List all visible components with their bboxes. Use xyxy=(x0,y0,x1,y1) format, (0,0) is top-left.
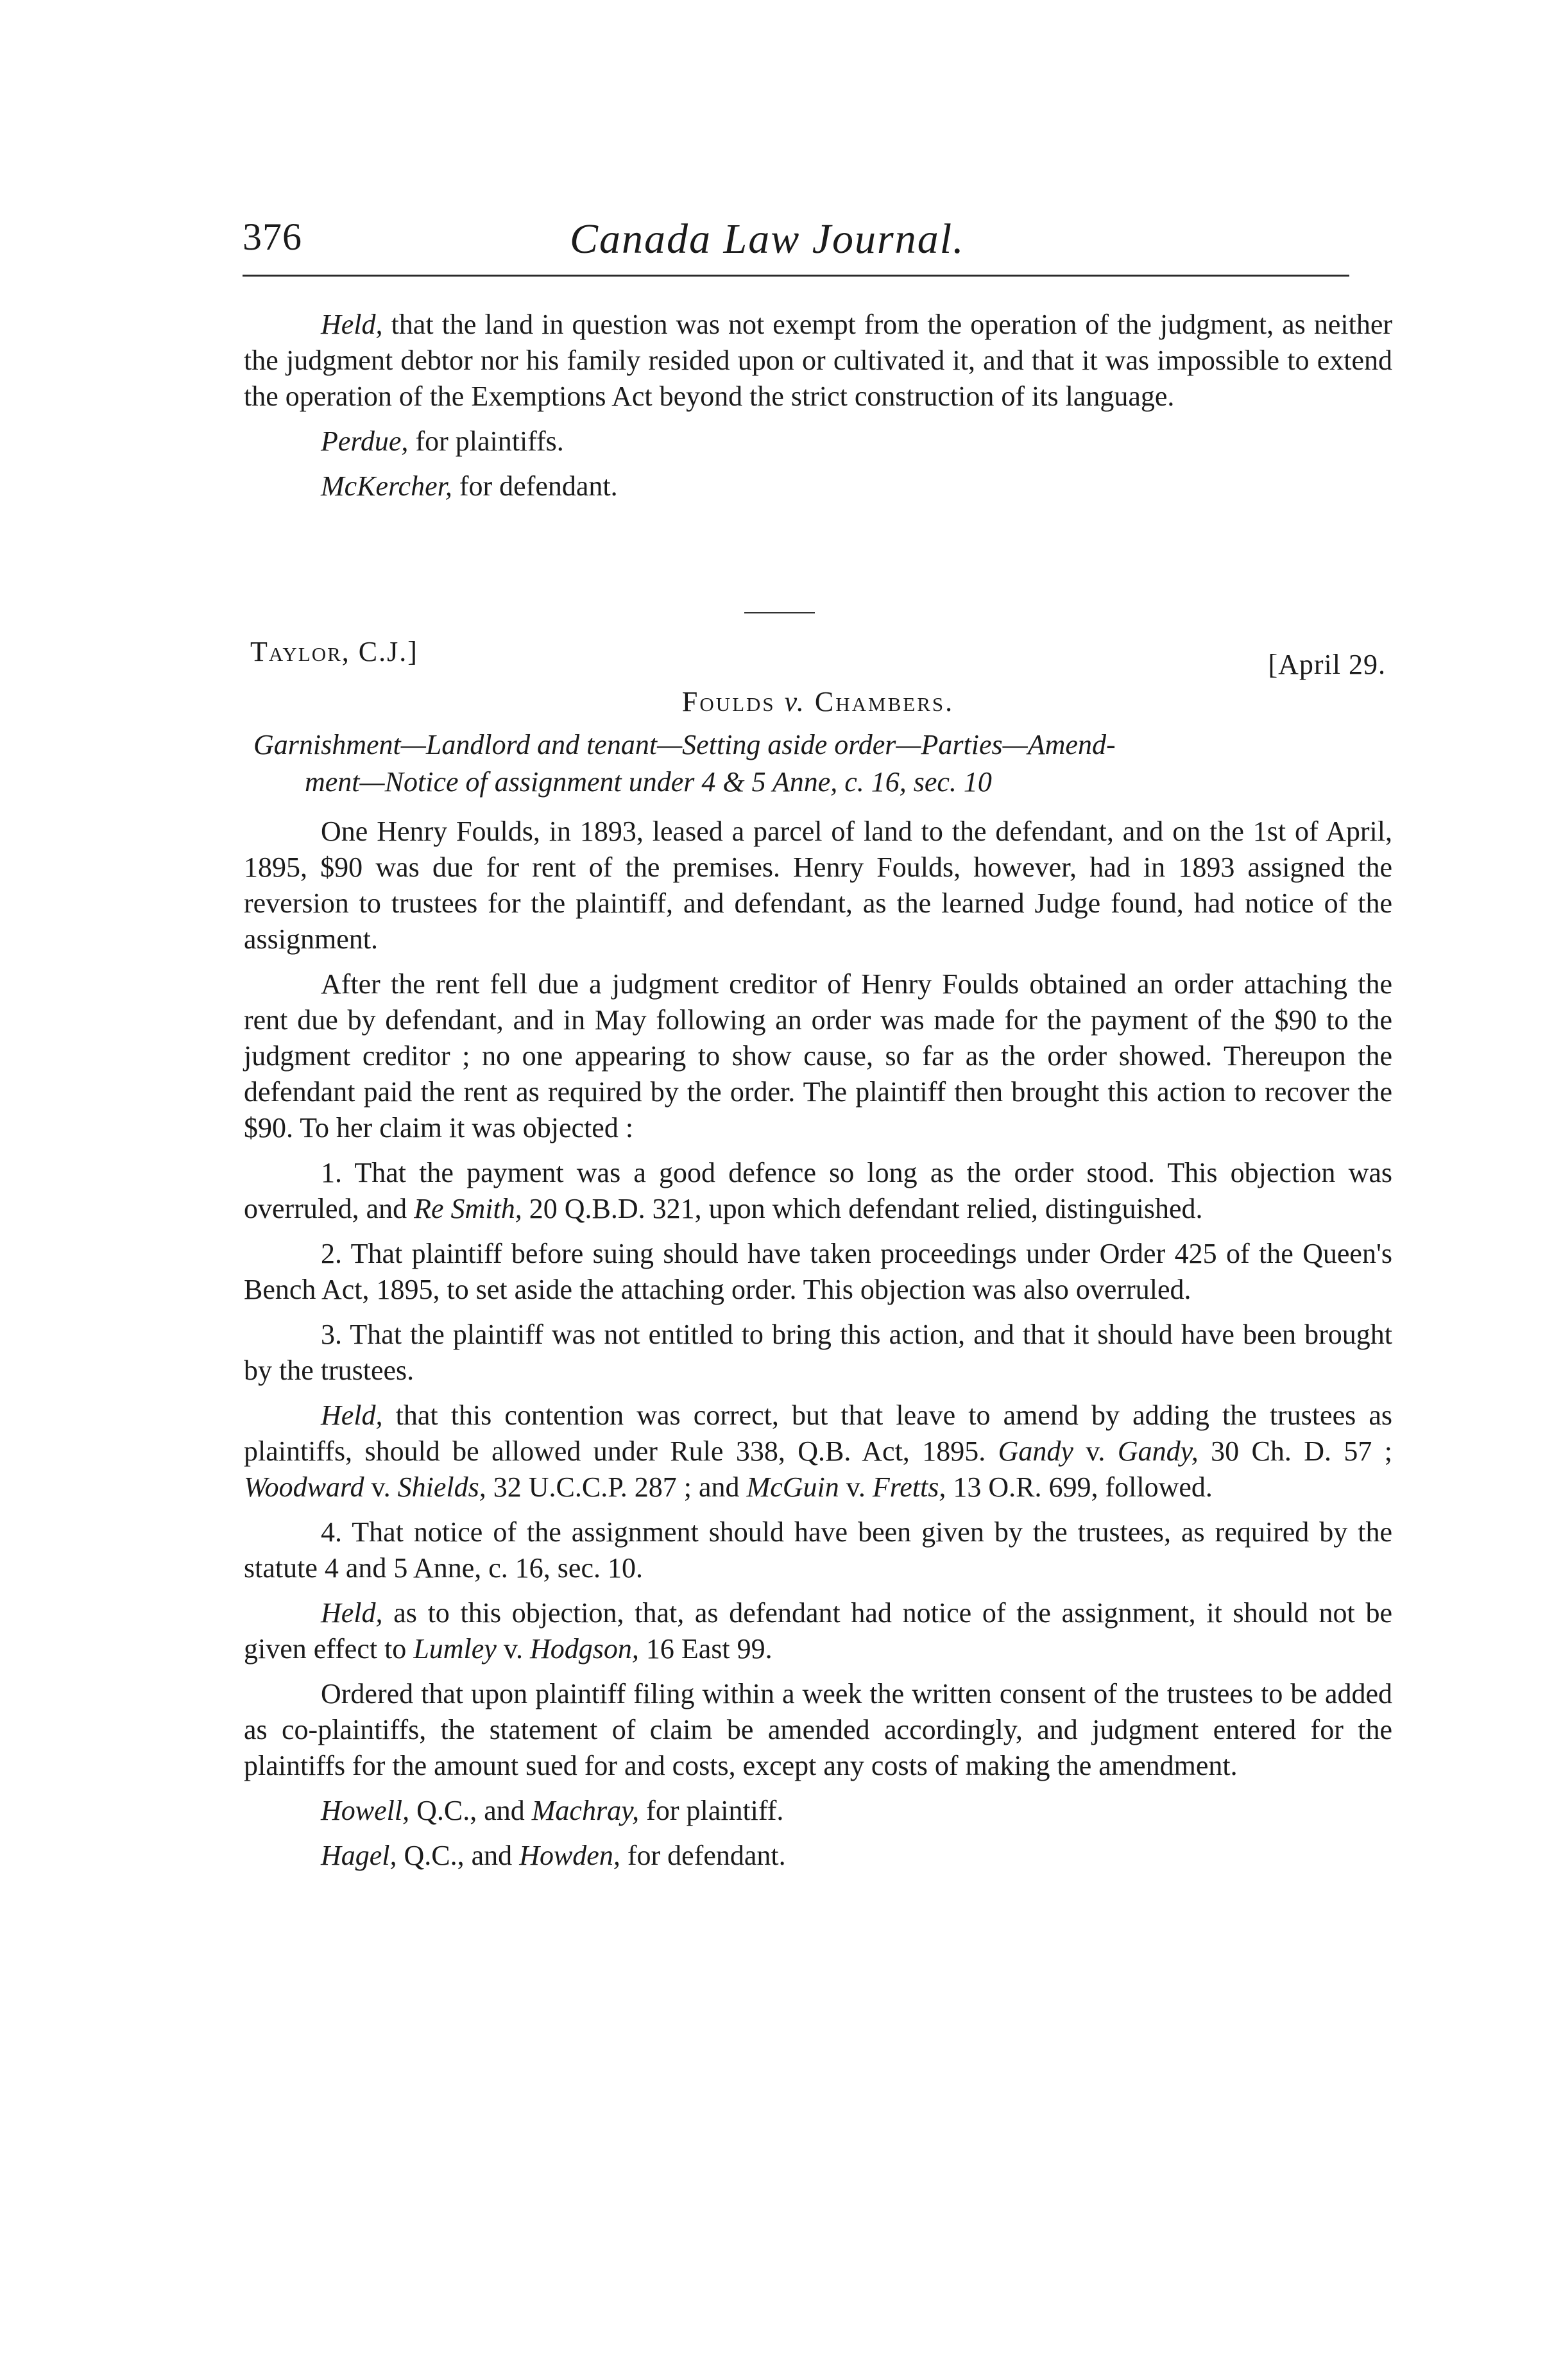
page-number: 376 xyxy=(243,216,302,258)
headnote-line-1: Garnishment—Landlord and tenant—Setting aside order—Parties—Amend- xyxy=(253,729,1116,760)
counsel-for-plaintiff: Howell, Q.C., and Machray, for plaintiff. xyxy=(321,1795,784,1826)
journal-title: Canada Law Journal. xyxy=(570,216,965,262)
case-title: Foulds v. Chambers. xyxy=(681,686,955,717)
held-objection-3: Held, that this contention was correct, but that leave to amend by adding the trustees as plaintiffs, should be allowed under Rule 338, Q.B. Act, 1895. Gandy v. Gandy, 30 Ch. D. 57 ; Woodward v. Shields, 32 U.C.C.P. 287 ; and McGuin v. Fretts, 13 O.R. 699, followed. xyxy=(244,1400,1392,1503)
paragraph-facts: One Henry Foulds, in 1893, leased a parcel of land to the defendant, and on the 1st of April, 1895, $90 was due for rent of the premises. Henry Foulds, however, had in 1893 assigned the reversion to trustees for the plaintiff, and defendant, as the learned Judge found, had notice of the assignment. xyxy=(244,816,1392,955)
page-header xyxy=(243,215,1347,279)
objection-3: 3. That the plaintiff was not entitled to bring this action, and that it should have been brought by the trustees. xyxy=(244,1319,1392,1386)
headnote-line-2: ment—Notice of assignment under 4 & 5 Anne, c. 16, sec. 10 xyxy=(305,766,992,798)
objection-2: 2. That plaintiff before suing should have taken proceedings under Order 425 of the Queen's Bench Act, 1895, to set aside the attaching order. This objection was also overruled. xyxy=(244,1238,1392,1305)
held-objection-4: Held, as to this objection, that, as defendant had notice of the assignment, it should not be given effect to Lumley v. Hodgson, 16 East 99. xyxy=(244,1597,1392,1665)
case-date: [April 29. xyxy=(1268,649,1386,680)
counsel-for-defendant: Hagel, Q.C., and Howden, for defendant. xyxy=(321,1840,786,1871)
judge-line xyxy=(250,635,1386,680)
judgment-body xyxy=(244,814,1392,1883)
counsel-plaintiffs: Perdue, for plaintiffs. xyxy=(321,425,564,457)
paragraph-garnishment: After the rent fell due a judgment creditor of Henry Foulds obtained an order attaching the rent due by defendant, and in May following an order was made for the payment of the $90 to the judgment creditor ; no one appearing to show cause, so far as the order showed. Thereupon the defendant paid the rent as required by the order. The plaintiff then brought this action to recover the $90. To her claim it was objected : xyxy=(244,968,1392,1143)
objection-1: 1. That the payment was a good defence so long as the order stood. This objection was overruled, and Re Smith, 20 Q.B.D. 321, upon which defendant relied, distinguished. xyxy=(244,1157,1392,1224)
objection-4: 4. That notice of the assignment should have been given by the trustees, as required by the statute 4 and 5 Anne, c. 16, sec. 10. xyxy=(244,1516,1392,1584)
top-section xyxy=(244,307,1392,513)
headnote xyxy=(253,726,1402,801)
header-rule xyxy=(243,275,1349,277)
judge-name: Taylor, C.J.] xyxy=(250,636,418,667)
counsel-defendant: McKercher, for defendant. xyxy=(321,470,618,502)
held-paragraph: Held, that the land in question was not exempt from the operation of the judgment, as neither the judgment debtor nor his family resided upon or cultivated it, and that it was impossible to extend the operation of the Exemptions Act beyond the strict construction of its language. xyxy=(244,309,1392,412)
section-separator xyxy=(744,612,815,613)
order-paragraph: Ordered that upon plaintiff filing within a week the written consent of the trustees to be added as co-plaintiffs, the statement of claim be amended accordingly, and judgment entered for the plaintiffs for the amount sued for and costs, except any costs of making the amendment. xyxy=(244,1678,1392,1781)
